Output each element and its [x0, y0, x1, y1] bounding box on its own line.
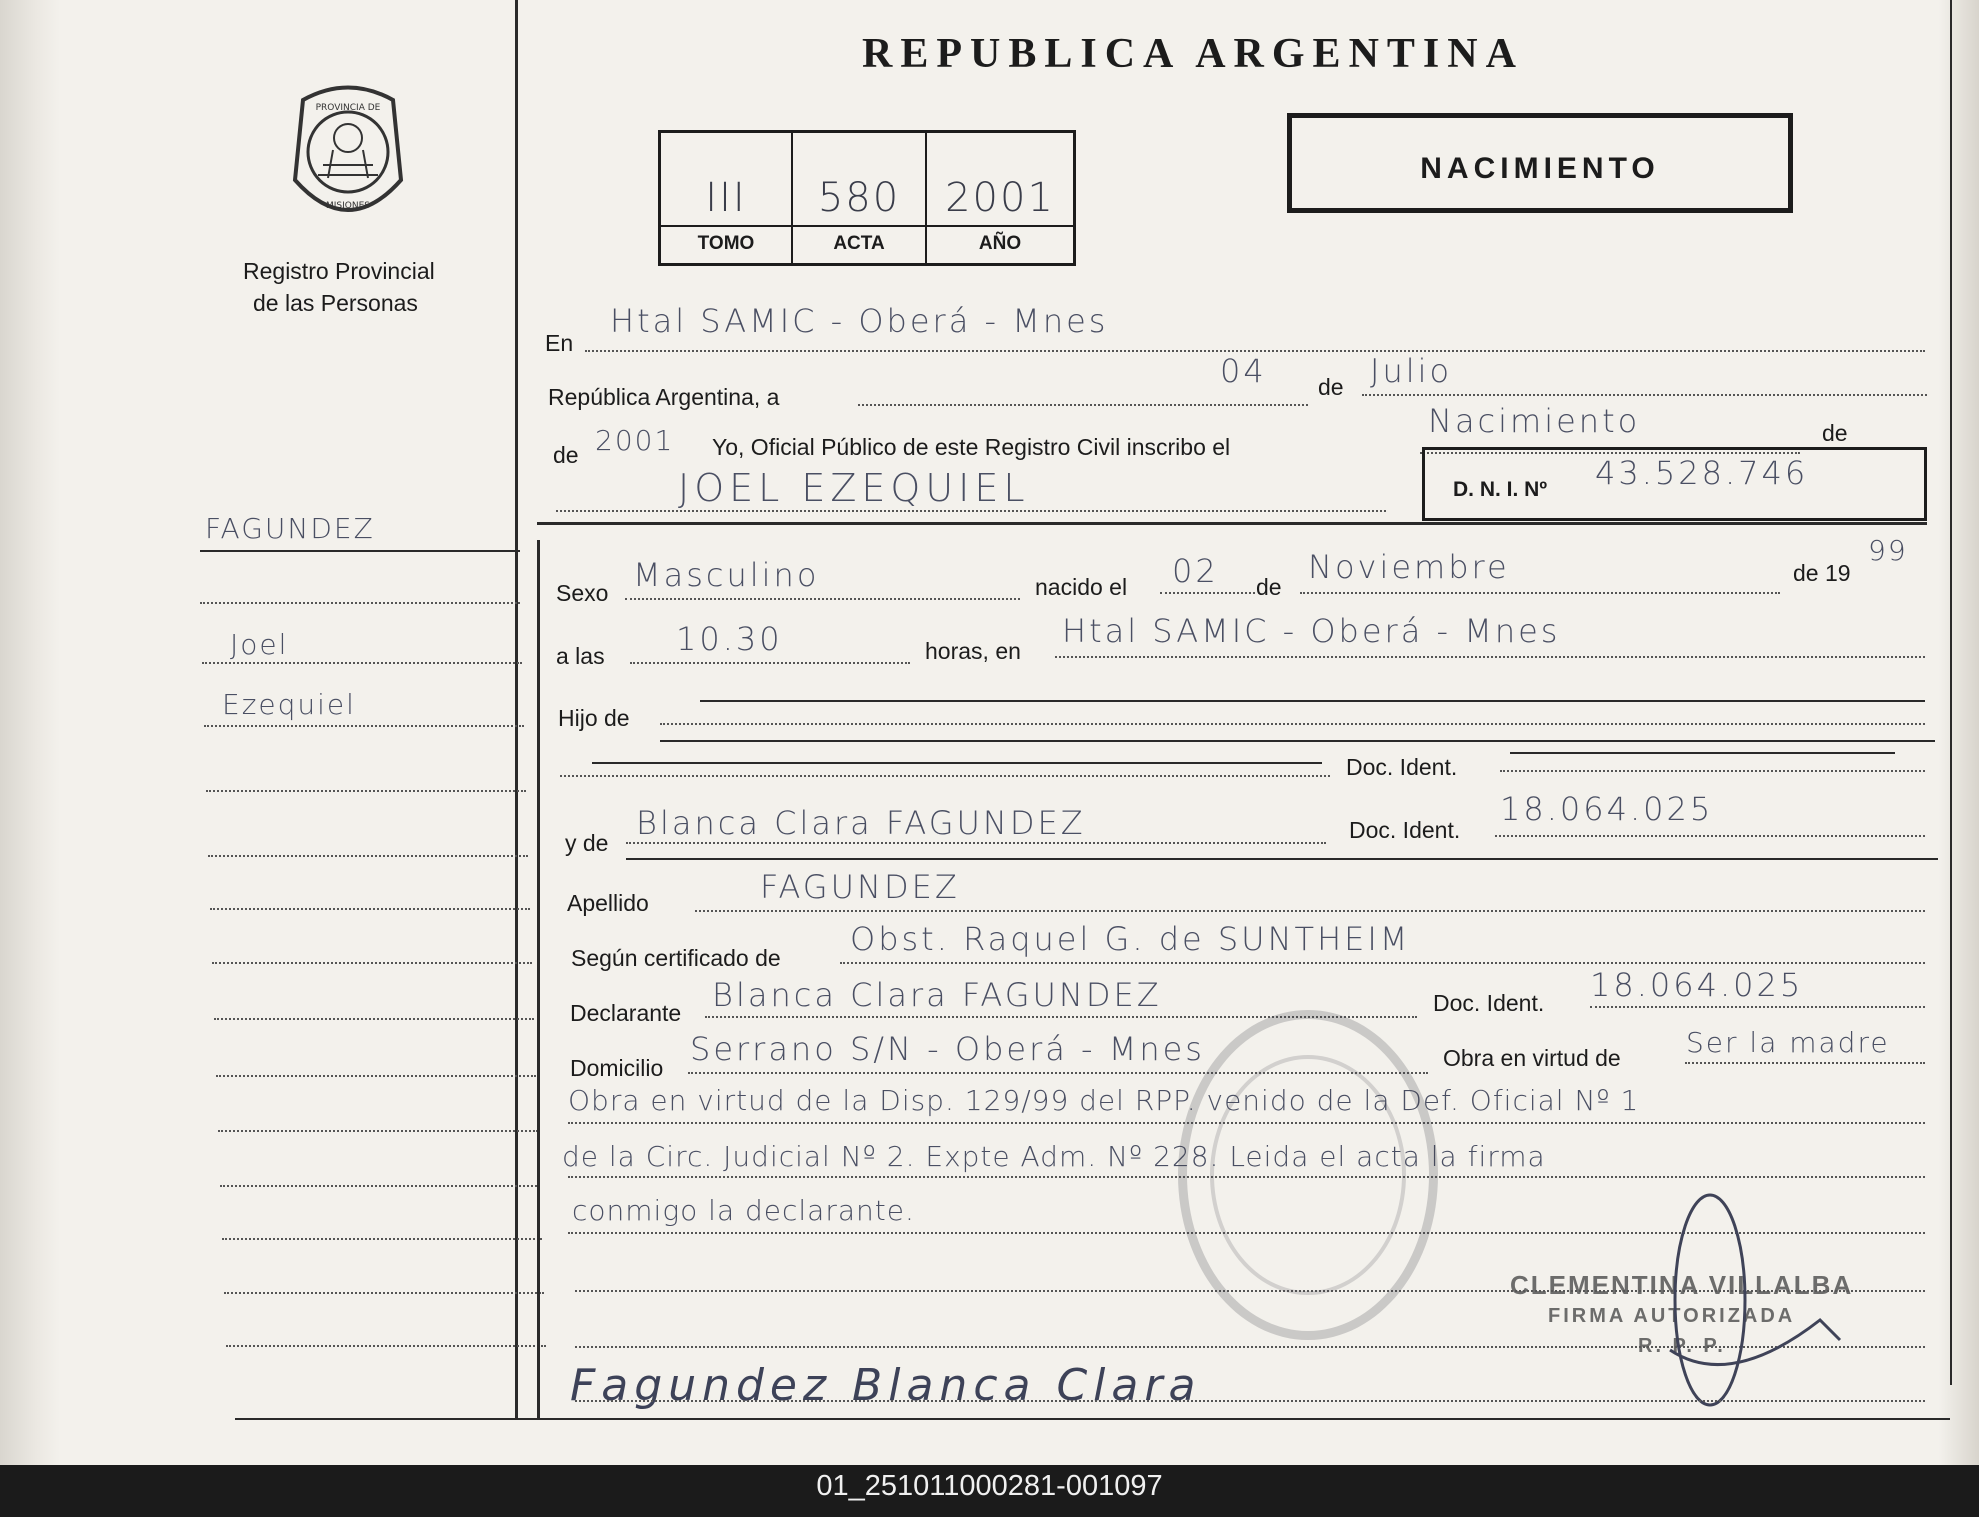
margin-line: [220, 1185, 540, 1187]
margin-divider: [515, 0, 518, 1420]
parents-rule: [626, 858, 1938, 860]
svg-text:MISIONES: MISIONES: [325, 201, 371, 211]
lugar-line: [1055, 656, 1925, 658]
certificado-label: Según certificado de: [571, 945, 781, 971]
official-name-stamp: CLEMENTINA VILLALBA: [1510, 1270, 1854, 1300]
margin-surname: FAGUNDEZ: [205, 512, 375, 545]
nombre-value: JOEL EZEQUIEL: [678, 466, 1030, 510]
en-label: En: [545, 330, 574, 356]
form-right-border: [1950, 0, 1952, 1385]
declarante-doc-label: Doc. Ident.: [1433, 990, 1545, 1016]
apellido-value: FAGUNDEZ: [760, 868, 960, 906]
margin-line: [218, 1130, 538, 1132]
image-id-caption: 01_251011000281-001097: [816, 1470, 1163, 1502]
margin-line: [208, 855, 528, 857]
declarante-value: Blanca Clara FAGUNDEZ: [712, 976, 1162, 1014]
ano-value: 2001: [945, 175, 1055, 221]
en-value: Htal SAMIC - Oberá - Mnes: [610, 302, 1109, 340]
hijo-rule: [660, 740, 1935, 742]
a-las-label: a las: [556, 643, 605, 669]
apellido-line: [695, 910, 1925, 912]
obra-line: [1685, 1062, 1925, 1064]
page-left-edge: [0, 0, 60, 1465]
form-bottom-rule: [560, 1418, 1950, 1420]
margin-line: [216, 1075, 536, 1077]
nota-line-2-text: de la Circ. Judicial Nº 2. Expte Adm. Nº 228. Leida el acta la firma: [562, 1140, 1546, 1173]
birth-month-value: Noviembre: [1308, 548, 1510, 586]
dni-box: [1422, 447, 1927, 521]
official-office-stamp: R. P. P.: [1638, 1335, 1726, 1357]
madre-doc-label: Doc. Ident.: [1349, 817, 1461, 843]
margin-line: [202, 662, 522, 664]
obra-value: Ser la madre: [1686, 1026, 1890, 1059]
office-name-line-2: de las Personas: [253, 290, 418, 316]
tomo-value: III: [705, 175, 747, 221]
margin-line: [226, 1345, 546, 1347]
hora-value: 10.30: [676, 620, 783, 658]
acta-value: 580: [817, 175, 901, 221]
margin-line: [214, 1018, 534, 1020]
madre-value: Blanca Clara FAGUNDEZ: [636, 804, 1086, 842]
day-value: 04: [1220, 352, 1267, 390]
sexo-label: Sexo: [556, 580, 609, 606]
official-role-stamp: FIRMA AUTORIZADA: [1548, 1305, 1796, 1327]
nota-line-1-text: Obra en virtud de la Disp. 129/99 del RPP. venido de la Def. Oficial Nº 1: [568, 1084, 1640, 1117]
tomo-cell: [661, 133, 793, 263]
month-value: Julio: [1370, 352, 1453, 390]
ano-cell: [927, 133, 1073, 263]
sexo-line: [625, 598, 1020, 600]
name-section-rule: [537, 522, 1927, 525]
birth-day-line: [1160, 592, 1255, 594]
margin-line: [206, 790, 526, 792]
hijo-strike: [700, 700, 1925, 702]
margin-line: [200, 602, 520, 604]
padre-doc-line: [1500, 770, 1925, 772]
margin-name-2: Ezequiel: [222, 688, 356, 721]
margin-line: [222, 1238, 542, 1240]
tomo-label: TOMO: [697, 233, 755, 254]
provincial-seal-icon: [283, 80, 413, 230]
registry-table: [658, 130, 1076, 266]
domicilio-label: Domicilio: [570, 1055, 664, 1081]
rep-label: República Argentina, a: [548, 384, 780, 410]
domicilio-value: Serrano S/N - Oberá - Mnes: [690, 1030, 1205, 1068]
birth-month-line: [1300, 592, 1780, 594]
certificado-value: Obst. Raquel G. de SUNTHEIM: [850, 920, 1411, 958]
margin-line: [212, 962, 532, 964]
lugar-value: Htal SAMIC - Oberá - Mnes: [1062, 612, 1561, 650]
madre-line: [626, 842, 1326, 844]
year-value: 2001: [595, 424, 675, 457]
acto-value: Nacimiento: [1428, 402, 1641, 440]
ano-label: AÑO: [978, 233, 1022, 254]
hijo-label: Hijo de: [558, 705, 630, 731]
document-title: REPUBLICA ARGENTINA: [862, 31, 1524, 77]
acta-label: ACTA: [833, 233, 885, 254]
horas-en-label: horas, en: [925, 638, 1021, 664]
month-de-label: de: [1318, 374, 1344, 400]
registry-round-stamp-inner: [1210, 1055, 1406, 1295]
margin-line: [224, 1292, 544, 1294]
birth-year-label: de 19: [1793, 560, 1851, 586]
margin-surname-line: [200, 550, 520, 552]
nombre-line: [556, 510, 1386, 512]
birth-month-de-label: de: [1256, 574, 1282, 600]
record-type-label: NACIMIENTO: [1420, 152, 1660, 185]
acto-de-label: de: [1822, 420, 1848, 446]
birth-year-value: 99: [1868, 534, 1908, 567]
obra-label: Obra en virtud de: [1443, 1045, 1621, 1071]
hijo-line: [660, 723, 1925, 725]
declarante-label: Declarante: [570, 1000, 682, 1026]
certificado-line: [840, 962, 1925, 964]
birth-day-value: 02: [1172, 552, 1219, 590]
declarante-doc-value: 18.064.025: [1590, 966, 1804, 1004]
margin-name-1: Joel: [230, 628, 289, 661]
margin-line: [210, 908, 530, 910]
signature-line: [575, 1400, 1925, 1402]
acta-cell: [793, 133, 927, 263]
declarante-signature: Fagundez Blanca Clara: [570, 1360, 1202, 1411]
padre-line: [560, 775, 1330, 777]
dni-label: D. N. I. Nº: [1453, 478, 1548, 501]
day-line: [858, 404, 1308, 406]
padre-strike: [592, 762, 1322, 764]
yo-label: Yo, Oficial Público de este Registro Civil inscribo el: [712, 434, 1231, 460]
y-de-label: y de: [565, 830, 609, 856]
hora-line: [630, 662, 910, 664]
declarante-doc-line: [1590, 1006, 1925, 1008]
svg-text:PROVINCIA DE: PROVINCIA DE: [315, 103, 381, 113]
official-signature-icon: [1640, 1150, 1860, 1410]
padre-doc-label: Doc. Ident.: [1346, 754, 1458, 780]
year-de-label: de: [553, 442, 579, 468]
sexo-value: Masculino: [633, 556, 820, 594]
nacido-label: nacido el: [1035, 574, 1128, 600]
madre-doc-value: 18.064.025: [1500, 790, 1714, 828]
month-line: [1362, 394, 1927, 396]
page-right-edge: [1939, 0, 1979, 1465]
margin-line: [204, 725, 524, 727]
dni-value: 43.528.746: [1595, 454, 1809, 492]
form-left-border: [537, 540, 540, 1420]
office-name-line-1: Registro Provincial: [243, 258, 435, 284]
record-type-box: [1287, 113, 1793, 213]
nota-line-3-text: conmigo la declarante.: [572, 1194, 915, 1227]
apellido-label: Apellido: [567, 890, 649, 916]
padre-doc-strike: [1510, 752, 1895, 754]
margin-bottom-line: [235, 1418, 560, 1420]
madre-doc-line: [1495, 835, 1925, 837]
